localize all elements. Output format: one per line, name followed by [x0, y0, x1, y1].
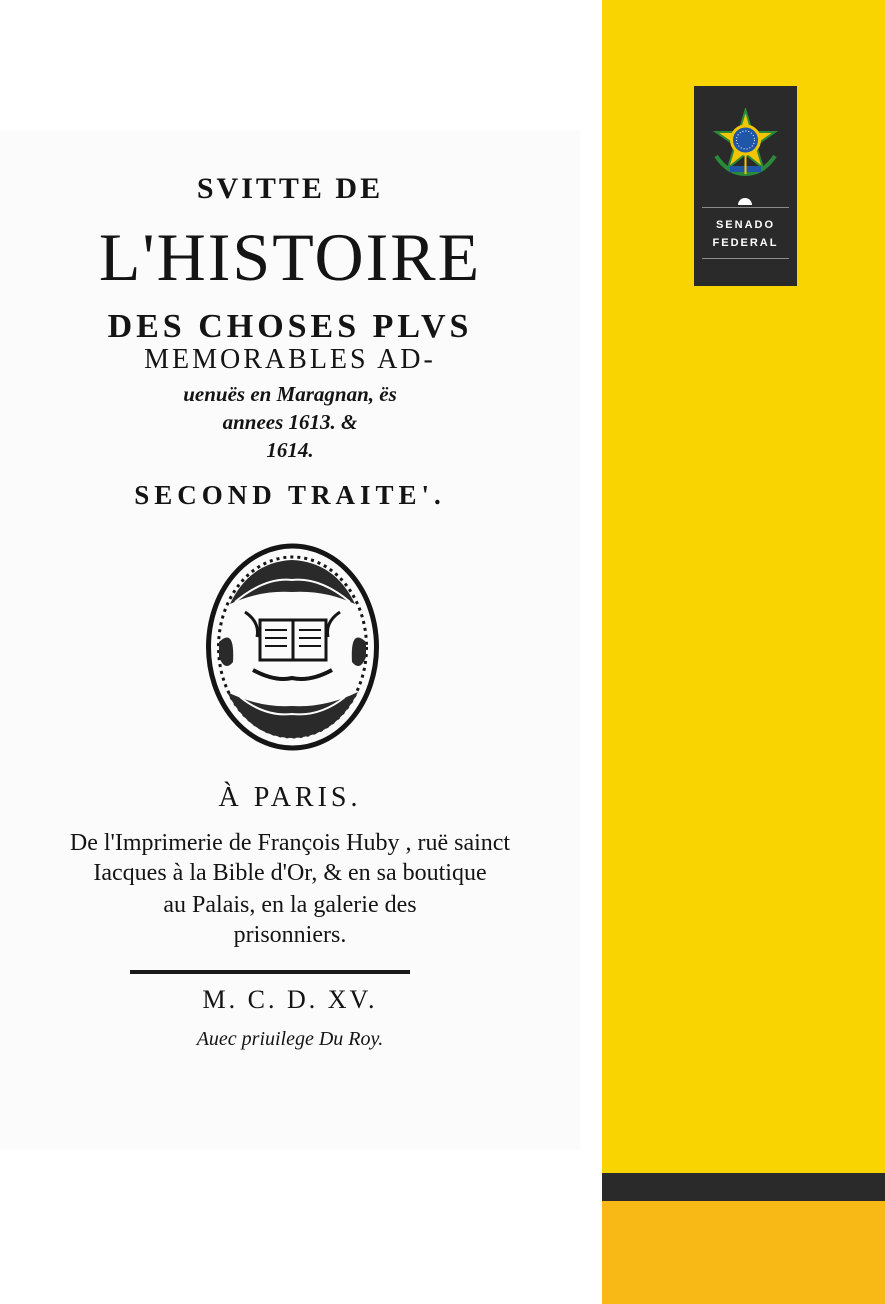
title-line-histoire: L'HISTOIRE [98, 219, 482, 295]
title-line-memorables: MEMORABLES AD- [144, 344, 436, 375]
logo-rule-bottom [702, 258, 789, 259]
title-line-annees: annees 1613. & [222, 410, 358, 434]
publication-year: M. C. D. XV. [202, 985, 378, 1014]
imprint-divider [130, 970, 410, 974]
logo-rule-top [702, 207, 789, 208]
imprint-line-3: au Palais, en la galerie des [163, 892, 417, 918]
title-line-choses: DES CHOSES PLVS [107, 308, 473, 345]
sidebar-dark-band [602, 1173, 885, 1201]
imprint-line-2: Iacques à la Bible d'Or, & en sa boutique [93, 860, 487, 886]
cover-sidebar [602, 0, 885, 1304]
title-line-suitte: SVITTE DE [196, 172, 384, 205]
senado-federal-logo [694, 86, 797, 286]
royal-privilege-note: Auec priuilege Du Roy. [196, 1028, 384, 1050]
imprint-line-1: De l'Imprimerie de François Huby , ruë sainct [69, 830, 511, 856]
sidebar-orange-band [602, 1201, 885, 1304]
logo-word-senado: SENADO [715, 219, 776, 231]
imprint-line-4: prisonniers. [233, 922, 347, 948]
logo-dome-icon [738, 198, 752, 205]
title-line-second-traite: SECOND TRAITE'. [134, 480, 446, 510]
title-line-advenues: uenuës en Maragnan, ës [183, 382, 397, 406]
logo-word-federal: FEDERAL [712, 237, 779, 249]
printer-mark-emblem-icon [205, 542, 380, 752]
imprint-city: À PARIS. [218, 782, 362, 813]
title-page-facsimile [0, 130, 580, 1150]
brazil-coat-of-arms-icon [708, 108, 783, 178]
title-line-1614: 1614. [266, 438, 314, 462]
